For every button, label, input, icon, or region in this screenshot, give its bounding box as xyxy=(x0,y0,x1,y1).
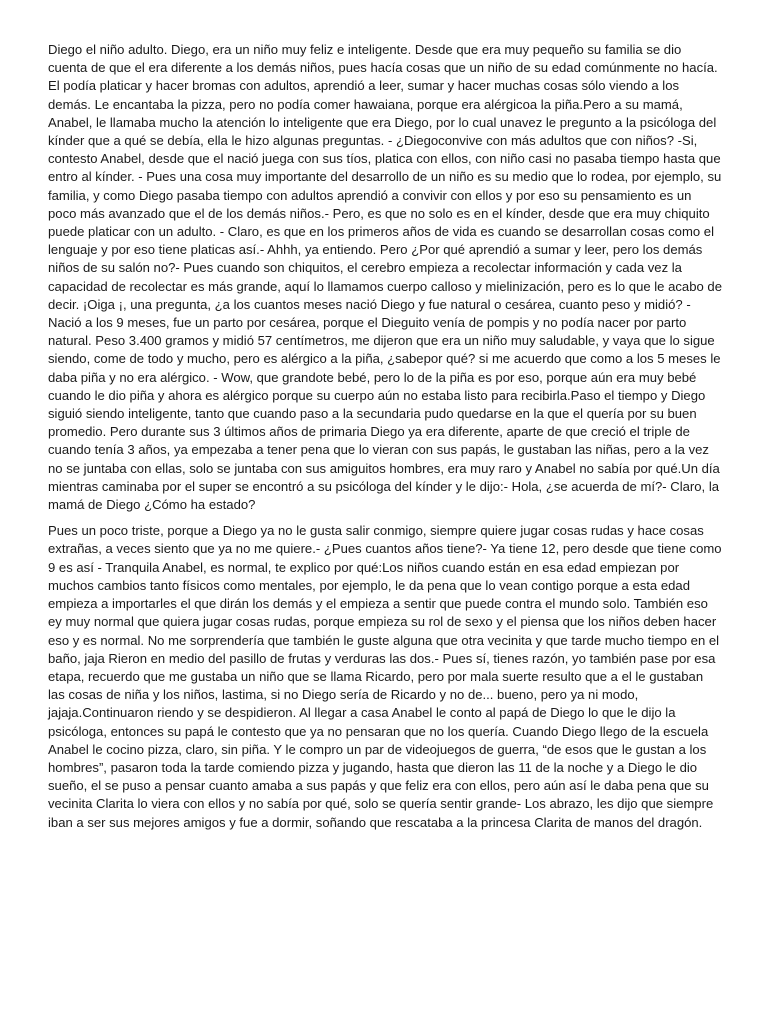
paragraph-1: Diego el niño adulto. Diego, era un niño muy feliz e inteligente. Desde que era muy pequeño su familia se dio cuenta de que el era diferente a los demás niños, pues hacía cosas que un niño de su edad comúnmente no hacía. El podía platicar y hacer bromas con adultos, aprendió a leer, sumar y hacer muchas cosas sólo viendo a los demás. Le encantaba la pizza, pero no podía comer hawaiana, porque era alérgicoa la piña.Pero a su mamá, Anabel, le llamaba mucho la atención lo inteligente que era Diego, por lo cual unavez le pregunto a la psicóloga del kínder que a qué se debía, ella le hizo algunas preguntas. - ¿Diegoconvive con más adultos que con niños? -Si, contesto Anabel, desde que el nació juega con sus tíos, platica con ellos, con niño casi no pasaba tiempo hasta que entro al kínder. - Pues una cosa muy importante del desarrollo de un niño es su medio que lo rodea, por ejemplo, su familia, y como Diego pasaba tiempo con adultos aprendió a convivir con ellos y por eso su pensamiento es un poco más avanzado que el de los demás niños.- Pero, es que no solo es en el kínder, desde que era muy chiquito puede platicar con un adulto. - Claro, es que en los primeros años de vida es cuando se desarrollan cosas como el lenguaje y por eso tiene platicas así.- Ahhh, ya entiendo. Pero ¿Por qué aprendió a sumar y leer, pero los demás niños de su salón no?- Pues cuando son chiquitos, el cerebro empieza a recolectar información y cada vez la capacidad de recolectar es más grande, aquí lo llamamos cuerpo calloso y mielinización, pero es lo que le acabo de decir. ¡Oiga ¡, una pregunta, ¿a los cuantos meses nació Diego y fue natural o cesárea, cuanto peso y midió? - Nació a los 9 meses, fue un parto por cesárea, porque el Dieguito venía de pompis y no podía nacer por parto natural. Peso 3.400 gramos y midió 57 centímetros, me dijeron que era un niño muy saludable, y vaya que lo sigue siendo, come de todo y mucho, pero es alérgico a la piña, ¿sabepor qué? si me acuerdo que como a los 5 meses le daba piña y no era alérgico. - Wow, que grandote bebé, pero lo de la piña es por eso, porque aún era muy bebé cuando le dio piña y ahora es alérgico porque su cuerpo aún no estaba listo para recibirla.Paso el tiempo y Diego siguió siendo inteligente, tanto que cuando paso a la secundaria pudo quedarse en la que el quería por su buen promedio. Pero durante sus 3 últimos años de primaria Diego ya era diferente, aparte de que creció el triple de cuando tenía 3 años, ya empezaba a tener pena que lo vieran con sus papás, le gustaban las niñas, pero a la vez no se juntaba con ellas, solo se juntaba con sus amiguitos hombres, era muy raro y Anabel no sabía por qué.Un día mientras caminaba por el super se encontró a su psicóloga del kínder y le dijo:- Hola, ¿se acuerda de mí?- Claro, la mamá de Diego ¿Cómo ha estado? xyxy=(48,42,722,513)
document-page xyxy=(48,41,722,840)
paragraph-2: Pues un poco triste, porque a Diego ya no le gusta salir conmigo, siempre quiere jugar cosas rudas y hace cosas extrañas, a veces siento que ya no me quiere.- ¿Pues cuantos años tiene?- Ya tiene 12, pero desde que tiene como 9 es así - Tranquila Anabel, es normal, te explico por qué:Los niños cuando están en esa edad empiezan por muchos cambios tanto físicos como mentales, por ejemplo, le da pena que lo vean contigo porque a esta edad empieza a importarles el que dirán los demás y el empieza a sentir que puede contra el mundo solo. También eso ey muy normal que quiera jugar cosas rudas, porque empieza su rol de sexo y el piensa que los niños deben hacer eso y es normal. No me sorprendería que también le guste alguna que otra vecinita y que tarde mucho tiempo en el baño, jaja Rieron en medio del pasillo de frutas y verduras las dos.- Pues sí, tienes razón, yo también pase por esa etapa, recuerdo que me gustaba un niño que se llama Ricardo, pero por mala suerte resulto que a el le gustaban las cosas de niña y los niños, lastima, si no Diego sería de Ricardo y no de... bueno, pero ya ni modo, jajaja.Continuaron riendo y se despidieron. Al llegar a casa Anabel le conto al papá de Diego lo que le dijo la psicóloga, entonces su papá le contesto que ya no pensaran que no los quería. Cuando Diego llego de la escuela Anabel le cocino pizza, claro, sin piña. Y le compro un par de videojuegos de guerra, “de esos que le gustan a los hombres”, pasaron toda la tarde comiendo pizza y jugando, hasta que dieron las 11 de la noche y a Diego le dio sueño, el se puso a pensar cuanto amaba a sus papás y que feliz era con ellos, pero aún así le daba pena que su vecinita Clarita lo viera con ellos y no sabía por qué, solo se quería sentir grande- Los abrazo, les dijo que siempre iban a ser sus mejores amigos y fue a dormir, soñando que rescataba a la princesa Clarita de manos del dragón. xyxy=(48,523,722,830)
